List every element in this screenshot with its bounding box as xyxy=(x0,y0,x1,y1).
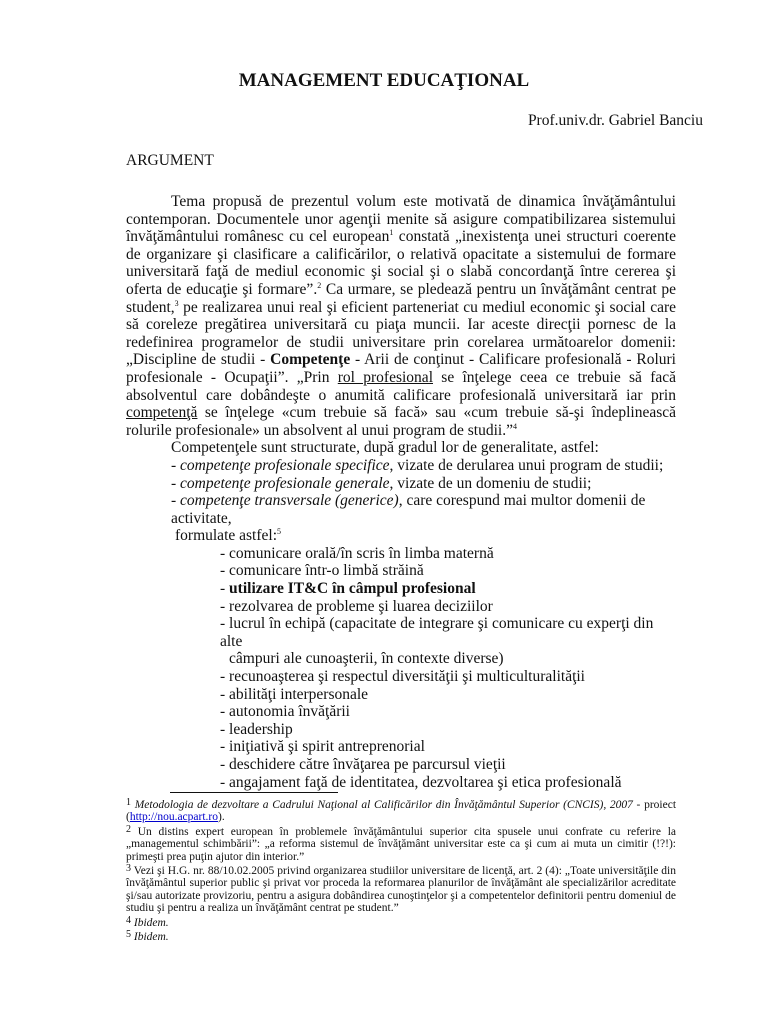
footnote-number: 2 xyxy=(126,823,131,835)
underlined-competenta: competenţă xyxy=(126,404,198,422)
competence-term: competenţe transversale (generice) xyxy=(180,492,399,510)
transversal-list xyxy=(220,545,676,791)
list-item: - leadership xyxy=(220,720,293,738)
list-item-continuation: câmpuri ale cunoaşterii, în contexte diverse) xyxy=(229,650,504,668)
para-text-1: Tema propusă de prezentul volum este motivată de dinamica învăţământului contemporan. Documentele unor agenţii menite să asigure compatibilizarea sistemului învăţământului românesc cu cel european xyxy=(126,193,676,246)
footnote-number: 5 xyxy=(126,929,131,941)
list-item: - angajament faţă de identitatea, dezvoltarea şi etica profesională xyxy=(220,773,622,791)
competences-intro: Competenţele sunt structurate, după gradul lor de generalitate, astfel: xyxy=(171,439,599,457)
list-item-bold: utilizare IT&C în câmpul profesional xyxy=(229,580,476,598)
bold-competente: Competenţe xyxy=(270,351,351,369)
footnote-text: Metodologia de dezvoltare a Cadrului Naţional al Calificărilor din Învăţământul Superior (CNCIS), 2007 - xyxy=(134,799,641,811)
footnote-text: ). xyxy=(218,811,225,824)
para-text-5: - Arii de conţinut - Calificare profesională - Roluri profesionale - Ocupaţii”. „Prin xyxy=(126,351,676,386)
footnote-ref-4[interactable]: 4 xyxy=(512,421,517,431)
footnotes-section xyxy=(126,797,676,943)
list-item: - iniţiativă şi spirit antreprenorial xyxy=(220,738,425,756)
section-heading: ARGUMENT xyxy=(126,152,214,169)
footnote-number: 4 xyxy=(126,914,131,926)
footnote-text: Un distins expert european în problemele învăţământului superior cita spusele unui confrate cu referire la „managementul schimbării”: „a reforma sistemul de învăţământ universitar este ca şi cum ai muta un cimitir (!?!): primeşti prea puţin ajutor din interior.” xyxy=(126,825,676,863)
footnote-number: 3 xyxy=(126,863,131,875)
para-text-7: se înţelege «cum trebuie să facă» sau «cum trebuie să-şi îndeplinească rolurile profesionale» un absolvent al unui program de studii.” xyxy=(126,404,676,439)
list-prefix: - xyxy=(220,580,230,598)
list-item: - rezolvarea de probleme şi luarea deciziilor xyxy=(220,597,493,615)
list-item: - comunicare orală/în scris în limba maternă xyxy=(220,544,494,562)
competence-rest: , vizate de un domeniu de studii; xyxy=(389,474,592,492)
competence-item-1 xyxy=(171,457,676,475)
footnote-ref-1[interactable]: 1 xyxy=(389,228,394,238)
footnote-ref-5[interactable]: 5 xyxy=(277,527,281,537)
competence-rest: , care corespund mai multor domenii de activitate, xyxy=(171,492,646,527)
list-item: - deschidere către învăţarea pe parcursul vieţii xyxy=(220,756,506,773)
footnote-text: Vezi şi H.G. nr. 88/10.02.2005 privind organizarea studiilor universitare de licenţă, art. 2 (4): „Toate universităţile din învăţământul superior public şi privat vor proceda la reformarea planurilor de învăţământ ale specializărilor acreditate şi/sau autorizate provizoriu, pentru a asigura dobândirea cunoştinţelor şi a competentelor definitorii pentru domeniul de studiu şi pentru a realiza un învăţământ centrat pe student.” xyxy=(126,865,676,915)
footnote-4 xyxy=(126,915,676,929)
footnote-ref-3[interactable]: 3 xyxy=(174,298,179,308)
formulated-text: formulate astfel: xyxy=(175,527,277,545)
competence-rest: , vizate de derularea unui program de studii; xyxy=(389,456,664,474)
para-text-6: se înţelege ceea ce trebuie să facă absolventul care dobândeşte o anumită calificare profesională universitară iar prin xyxy=(126,368,676,404)
author-name: Prof.univ.dr. Gabriel Banciu xyxy=(527,112,703,129)
footnote-text: Ibidem. xyxy=(133,916,169,929)
footnote-number: 1 xyxy=(126,797,131,808)
footnote-divider xyxy=(170,792,338,793)
list-item: - comunicare într-o limbă străină xyxy=(220,562,424,580)
competence-term: competenţe profesionale generale xyxy=(180,474,390,492)
competence-prefix: - xyxy=(171,492,181,510)
competence-prefix: - xyxy=(171,474,181,492)
intro-paragraph xyxy=(126,193,676,439)
footnote-ref-2[interactable]: 2 xyxy=(317,280,322,290)
footnote-text: proiect ( xyxy=(126,799,677,824)
competence-prefix: - xyxy=(171,456,181,474)
para-text-2: constată „inexistenţa unei structuri coerente de organizare şi clasificare a calificărilor, o relativă opacitate a sistemului de formare universitară faţă de mediul economic şi social şi o slabă concordanţă între cererea şi oferta de educaţie şi formare”. xyxy=(126,228,676,298)
footnote-3 xyxy=(126,863,676,915)
list-item: - lucrul în echipă (capacitate de integrare şi comunicare cu experţi din alte xyxy=(220,615,654,650)
list-item: - autonomia învăţării xyxy=(220,703,350,721)
para-text-4: pe realizarea unui real şi eficient parteneriat cu mediul economic şi social care să coreleze pregătirea universitară cu piaţa muncii. Iar aceste direcţii pornesc de la redefinirea programelor de studii universitare prin corelarea următoarelor domenii: „Discipline de studii - xyxy=(126,298,676,369)
page-title: MANAGEMENT EDUCAŢIONAL xyxy=(238,70,530,91)
acpart-link[interactable]: http://nou.acpart.ro xyxy=(129,811,218,824)
formulated-line xyxy=(175,527,676,545)
list-item: - recunoaşterea şi respectul diversităţii şi multiculturalităţii xyxy=(220,668,585,686)
competence-item-3 xyxy=(171,492,676,527)
footnote-1 xyxy=(126,797,676,824)
list-item: - abilităţi interpersonale xyxy=(220,685,369,703)
footnote-5 xyxy=(126,929,676,943)
competence-term: competenţe profesionale specifice xyxy=(180,456,390,474)
footnote-2 xyxy=(126,824,676,863)
underlined-rol-profesional: rol profesional xyxy=(337,368,433,386)
competence-item-2 xyxy=(171,475,676,493)
main-body xyxy=(126,193,676,791)
list-item xyxy=(220,580,676,598)
para-text-3: Ca urmare, se pledează pentru un învăţământ centrat pe student, xyxy=(126,280,677,316)
footnote-text: Ibidem. xyxy=(133,931,169,944)
